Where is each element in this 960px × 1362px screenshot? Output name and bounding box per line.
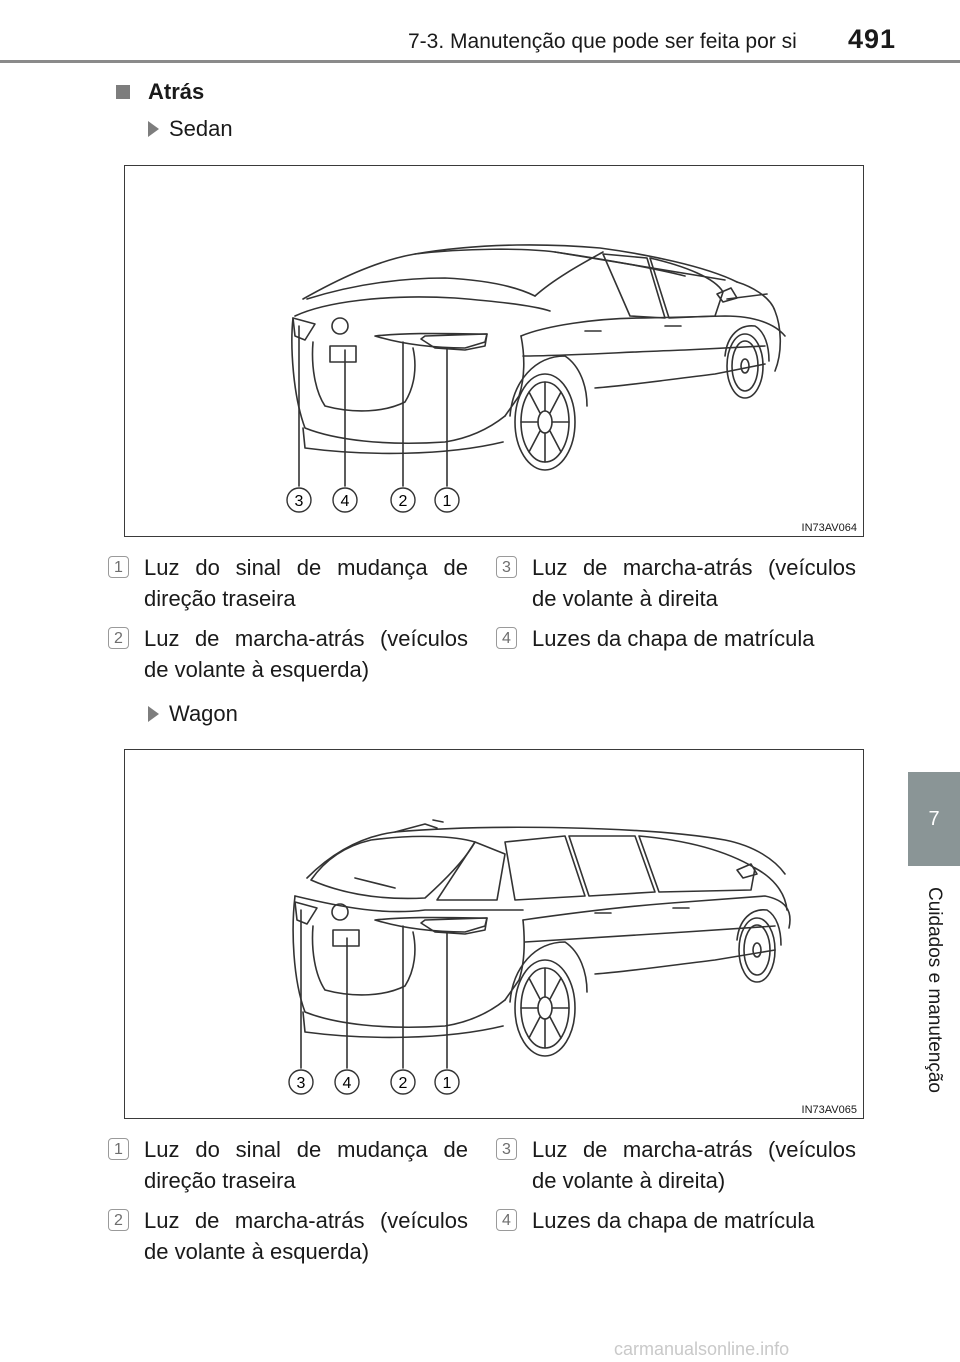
legend-item [108, 552, 468, 614]
section-heading-text: Atrás [148, 79, 205, 104]
callout-label: 4 [340, 493, 350, 510]
callout-label: 2 [398, 493, 408, 510]
legend-item [108, 1134, 468, 1196]
legend-number-badge: 2 [108, 627, 129, 649]
triangle-bullet-icon [148, 706, 159, 722]
triangle-bullet-icon [148, 121, 159, 137]
legend-number-badge: 1 [108, 556, 129, 578]
callout-label: 2 [398, 1075, 408, 1092]
legend-text: Luz de marcha-atrás (veículos de volante à direita [532, 555, 856, 611]
legend-item [496, 1205, 856, 1236]
chapter-label: Cuidados e manutenção [924, 887, 945, 1093]
legend-number-badge: 3 [496, 1138, 517, 1160]
callout-label: 3 [294, 493, 304, 510]
wagon-legend [108, 1134, 858, 1274]
variant-heading-sedan [148, 116, 233, 142]
legend-text: Luz de marcha-atrás (veículos de volante à direita) [532, 1137, 856, 1193]
sedan-rear-figure [124, 165, 864, 537]
callout-label: 3 [296, 1075, 306, 1092]
legend-text: Luzes da chapa de matrícula [532, 1208, 815, 1233]
variant-heading-text: Wagon [169, 701, 238, 726]
figure-code: IN73AV065 [801, 1104, 857, 1116]
legend-text: Luz de marcha-atrás (veículos de volante à esquerda) [144, 626, 468, 682]
legend-text: Luzes da chapa de matrícula [532, 626, 815, 651]
callout-label: 4 [342, 1075, 352, 1092]
wagon-rear-figure [124, 749, 864, 1119]
variant-heading-text: Sedan [169, 116, 233, 141]
legend-item [108, 623, 468, 685]
variant-heading-wagon [148, 701, 238, 727]
callout-markers [289, 1070, 459, 1094]
legend-number-badge: 4 [496, 1209, 517, 1231]
sedan-rear-illustration [125, 166, 863, 536]
sedan-legend [108, 552, 858, 692]
legend-number-badge: 2 [108, 1209, 129, 1231]
header-section-title: 7-3. Manutenção que pode ser feita por si [408, 30, 797, 53]
legend-item [496, 623, 856, 654]
legend-number-badge: 3 [496, 556, 517, 578]
legend-number-badge: 4 [496, 627, 517, 649]
callout-label: 1 [442, 493, 452, 510]
header-divider [0, 60, 960, 63]
callout-markers [287, 488, 459, 512]
legend-text: Luz do sinal de mudança de direção traseira [144, 1137, 468, 1193]
page-number: 491 [848, 24, 897, 54]
legend-item [496, 552, 856, 614]
wagon-rear-illustration [125, 750, 863, 1118]
chapter-tab[interactable]: 7 [908, 772, 960, 866]
legend-item [108, 1205, 468, 1267]
section-heading [116, 79, 204, 105]
legend-number-badge: 1 [108, 1138, 129, 1160]
figure-code: IN73AV064 [801, 522, 857, 534]
callout-label: 1 [442, 1075, 452, 1092]
legend-text: Luz do sinal de mudança de direção traseira [144, 555, 468, 611]
watermark: carmanualsonline.info [614, 1339, 790, 1359]
legend-text: Luz de marcha-atrás (veículos de volante à esquerda) [144, 1208, 468, 1264]
square-bullet-icon [116, 85, 130, 99]
legend-item [496, 1134, 856, 1196]
